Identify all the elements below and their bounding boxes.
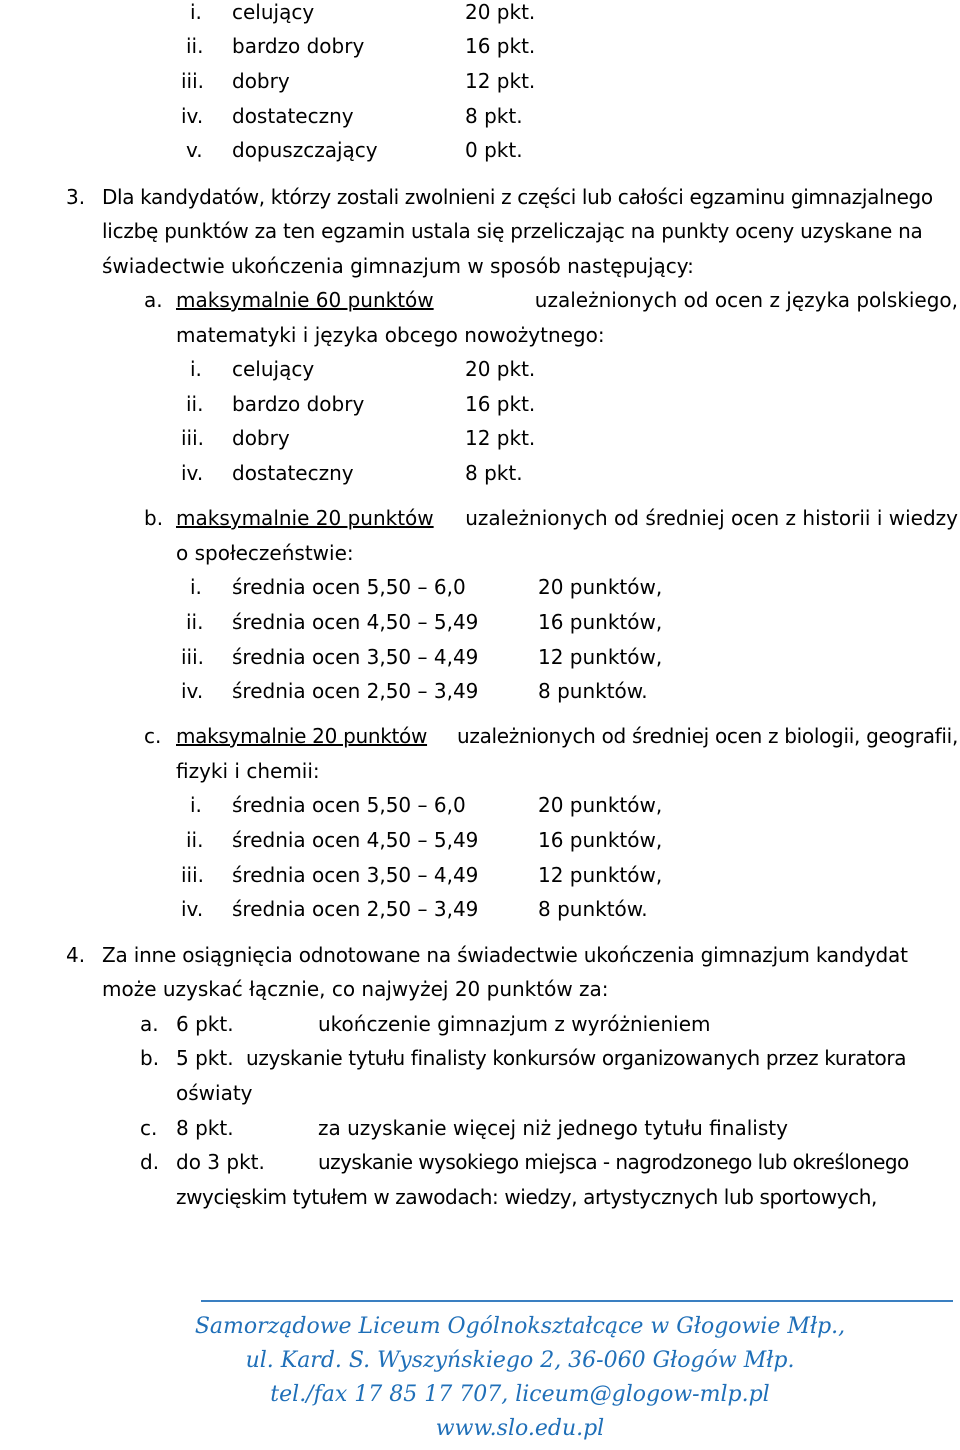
grade-points: 16 pkt. — [465, 34, 536, 58]
sub-item-heading — [176, 288, 958, 312]
list-num: iii. — [181, 863, 205, 887]
range-points: 12 punktów, — [538, 645, 663, 669]
list-num: iv. — [181, 679, 204, 703]
achievement-points: 6 pkt. — [176, 1012, 234, 1036]
grade-points: 8 pkt. — [465, 104, 523, 128]
sub-item-heading-rest: uzależnionych od średniej ocen z historii i wiedzy — [465, 506, 958, 530]
list-num: ii. — [186, 34, 204, 58]
grade-label: dostateczny — [232, 104, 354, 128]
list-num: iv. — [181, 897, 204, 921]
sub-item-heading-line-2: matematyki i języka obcego nowożytnego: — [176, 323, 605, 347]
range-points: 16 punktów, — [538, 610, 663, 634]
list-num: iii. — [181, 69, 205, 93]
sub-item-letter: d. — [140, 1150, 160, 1174]
range-points: 8 punktów. — [538, 679, 648, 703]
achievement-text: uzyskanie wysokiego miejsca - nagrodzonego lub określonego — [318, 1150, 909, 1174]
average-range: średnia ocen 4,50 – 5,49 — [232, 610, 479, 634]
footer-contact: tel./fax 17 85 17 707, liceum@glogow-mlp.pl — [270, 1382, 770, 1407]
grade-points: 0 pkt. — [465, 138, 523, 162]
item-3-text-line-3: świadectwie ukończenia gimnazjum w sposób następujący: — [102, 254, 694, 278]
range-points: 20 punktów, — [538, 575, 663, 599]
list-num: ii. — [186, 828, 204, 852]
average-range: średnia ocen 5,50 – 6,0 — [232, 575, 466, 599]
grade-points: 20 pkt. — [465, 357, 536, 381]
grade-label: bardzo dobry — [232, 392, 365, 416]
grade-points: 12 pkt. — [465, 69, 536, 93]
achievement-text: uzyskanie tytułu finalisty konkursów organizowanych przez kuratora — [246, 1046, 907, 1070]
sub-item-heading-line-2: fizyki i chemii: — [176, 759, 320, 783]
grade-label: dobry — [232, 426, 290, 450]
achievement-points: 8 pkt. — [176, 1116, 234, 1140]
list-num: ii. — [186, 610, 204, 634]
achievement-text-continued: oświaty — [176, 1081, 253, 1105]
range-points: 8 punktów. — [538, 897, 648, 921]
sub-item-heading-line-2: o społeczeństwie: — [176, 541, 354, 565]
grade-points: 8 pkt. — [465, 461, 523, 485]
grade-label: bardzo dobry — [232, 34, 365, 58]
item-4-text-line-2: może uzyskać łącznie, co najwyżej 20 punktów za: — [102, 977, 609, 1001]
range-points: 12 punktów, — [538, 863, 663, 887]
footer-website: www.slo.edu.pl — [435, 1416, 605, 1441]
footer-address: ul. Kard. S. Wyszyńskiego 2, 36-060 Głogów Młp. — [245, 1348, 795, 1373]
average-range: średnia ocen 3,50 – 4,49 — [232, 863, 479, 887]
list-num: iv. — [181, 104, 204, 128]
sub-item-heading — [176, 724, 958, 748]
list-num: iii. — [181, 645, 205, 669]
range-points: 20 punktów, — [538, 793, 663, 817]
sub-item-letter: b. — [144, 506, 164, 530]
max-points-underlined: maksymalnie 20 punktów — [176, 506, 434, 530]
average-range: średnia ocen 2,50 – 3,49 — [232, 897, 479, 921]
footer-divider — [201, 1300, 953, 1302]
grade-points: 16 pkt. — [465, 392, 536, 416]
grade-label: dostateczny — [232, 461, 354, 485]
achievement-text: ukończenie gimnazjum z wyróżnieniem — [318, 1012, 711, 1036]
item-number: 4. — [66, 943, 86, 967]
sub-item-letter: b. — [140, 1046, 160, 1070]
item-4-text-line-1: Za inne osiągnięcia odnotowane na świadectwie ukończenia gimnazjum kandydat — [102, 943, 908, 967]
sub-item-letter: c. — [144, 724, 162, 748]
list-num: i. — [190, 357, 202, 381]
item-number: 3. — [66, 185, 86, 209]
item-3-text-line-2: liczbę punktów za ten egzamin ustala się przeliczając na punkty oceny uzyskane na — [102, 219, 923, 243]
max-points-underlined: maksymalnie 60 punktów — [176, 288, 434, 312]
grade-label: celujący — [232, 0, 315, 24]
grade-points: 20 pkt. — [465, 0, 536, 24]
list-num: ii. — [186, 392, 204, 416]
achievement-text-continued: zwycięskim tytułem w zawodach: wiedzy, artystycznych lub sportowych, — [176, 1185, 877, 1209]
sub-item-letter: a. — [140, 1012, 159, 1036]
achievement-points: 5 pkt. — [176, 1046, 234, 1070]
grade-label: celujący — [232, 357, 315, 381]
sub-item-heading-rest: uzależnionych od średniej ocen z biologii, geografii, — [457, 724, 958, 748]
range-points: 16 punktów, — [538, 828, 663, 852]
average-range: średnia ocen 2,50 – 3,49 — [232, 679, 479, 703]
list-num: iii. — [181, 426, 205, 450]
achievement-points: do 3 pkt. — [176, 1150, 265, 1174]
list-num: i. — [190, 793, 202, 817]
grade-label: dopuszczający — [232, 138, 378, 162]
sub-item-letter: a. — [144, 288, 163, 312]
footer-school-name: Samorządowe Liceum Ogólnokształcące w Głogowie Młp., — [194, 1314, 846, 1339]
sub-item-heading — [176, 506, 958, 530]
average-range: średnia ocen 4,50 – 5,49 — [232, 828, 479, 852]
grade-points: 12 pkt. — [465, 426, 536, 450]
grade-label: dobry — [232, 69, 290, 93]
list-num: v. — [186, 138, 203, 162]
list-num: i. — [190, 575, 202, 599]
list-num: iv. — [181, 461, 204, 485]
list-num: i. — [190, 0, 202, 24]
achievement-text: za uzyskanie więcej niż jednego tytułu finalisty — [318, 1116, 788, 1140]
average-range: średnia ocen 3,50 – 4,49 — [232, 645, 479, 669]
item-3-text-line-1: Dla kandydatów, którzy zostali zwolnieni z części lub całości egzaminu gimnazjalnego — [102, 185, 933, 209]
sub-item-letter: c. — [140, 1116, 158, 1140]
sub-item-heading-rest: uzależnionych od ocen z języka polskiego, — [534, 288, 958, 312]
average-range: średnia ocen 5,50 – 6,0 — [232, 793, 466, 817]
max-points-underlined: maksymalnie 20 punktów — [176, 724, 428, 748]
